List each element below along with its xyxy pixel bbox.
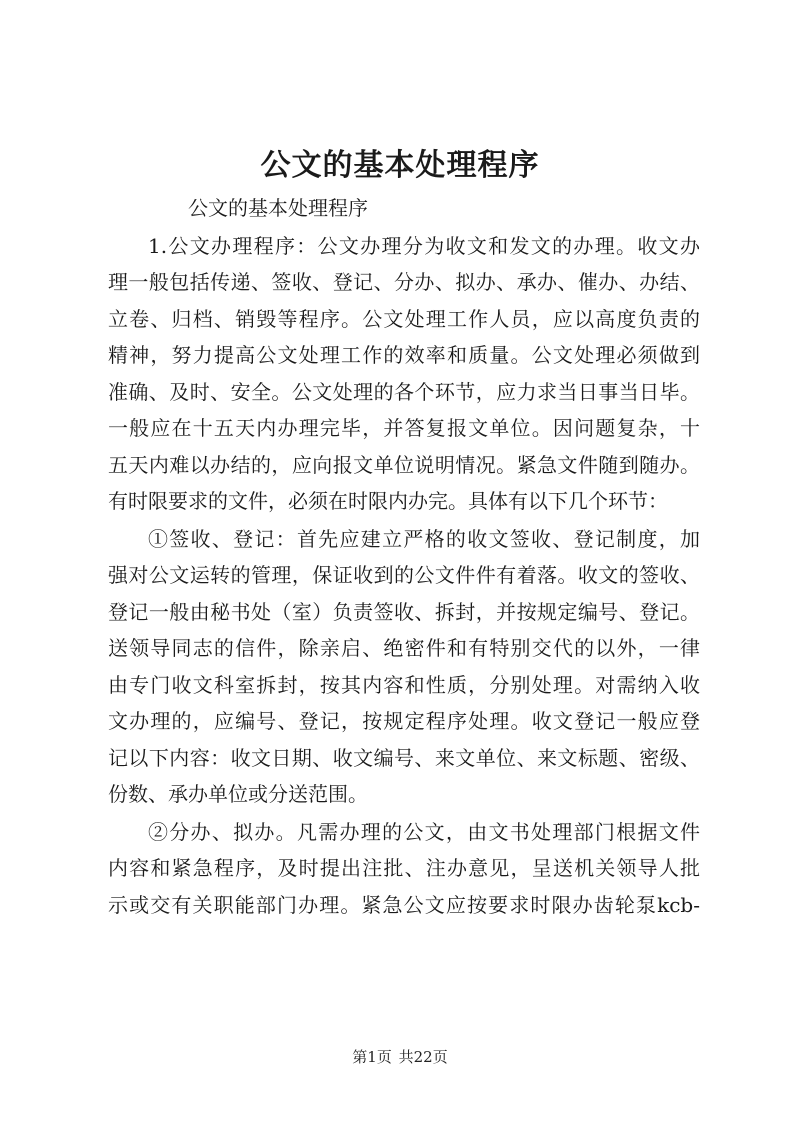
- text-line: 准确、及时、安全。公文处理的各个环节，应力求当日事当日毕。: [108, 379, 700, 404]
- text-line: 强对公文运转的管理，保证收到的公文件件有着落。收文的签收、: [108, 563, 700, 587]
- text-line: 由专门收文科室拆封，按其内容和性质，分别处理。对需纳入收: [108, 672, 700, 697]
- paragraph-sign-register: [108, 521, 700, 813]
- text-line: 内容和紧急程序，及时提出注批、注办意见，呈送机关领导人批: [108, 856, 700, 880]
- text-line: 公文的基本处理程序: [188, 196, 368, 220]
- text-line: 1.公文办理程序：公文办理分为收文和发文的办理。收文办: [148, 233, 700, 258]
- text-line: 登记一般由秘书处（室）负责签收、拆封，并按规定编号、登记。: [108, 599, 700, 624]
- text-line: 记以下内容：收文日期、收文编号、来文单位、来文标题、密级、: [108, 745, 700, 770]
- text-line: 示或交有关职能部门办理。紧急公文应按要求时限办齿轮泵kcb-: [108, 892, 700, 917]
- text-line: ①签收、登记：首先应建立严格的收文签收、登记制度，加: [148, 526, 700, 551]
- text-line: 一般应在十五天内办理完毕，并答复报文单位。因问题复杂，十: [108, 416, 700, 440]
- text-line: 立卷、归档、销毁等程序。公文处理工作人员，应以高度负责的: [108, 306, 700, 331]
- page-footer: [0, 1046, 800, 1067]
- text-line: 理一般包括传递、签收、登记、分办、拟办、承办、催办、办结、: [108, 270, 700, 294]
- text-line: 份数、承办单位或分送范围。: [108, 782, 368, 806]
- text-line: 精神，努力提高公文处理工作的效率和质量。公文处理必须做到: [108, 343, 700, 367]
- page-total: 共22页: [398, 1048, 448, 1066]
- document-body: [108, 190, 700, 923]
- text-line: 有时限要求的文件，必须在时限内办完。具体有以下几个环节：: [108, 489, 668, 513]
- page-number: 第1页: [352, 1048, 392, 1066]
- paragraph-distribute: [108, 814, 700, 924]
- text-line: 五天内难以办结的，应向报文单位说明情况。紧急文件随到随办。: [108, 452, 700, 477]
- paragraph-procedure: [108, 228, 700, 520]
- text-line: 文办理的，应编号、登记，按规定程序处理。收文登记一般应登: [108, 709, 700, 733]
- text-line: ②分办、拟办。凡需办理的公文，由文书处理部门根据文件: [148, 819, 700, 844]
- document-title: 公文的基本处理程序: [260, 148, 540, 183]
- paragraph-subtitle: [108, 190, 700, 227]
- text-line: 送领导同志的信件，除亲启、绝密件和有特别交代的以外，一律: [108, 636, 700, 660]
